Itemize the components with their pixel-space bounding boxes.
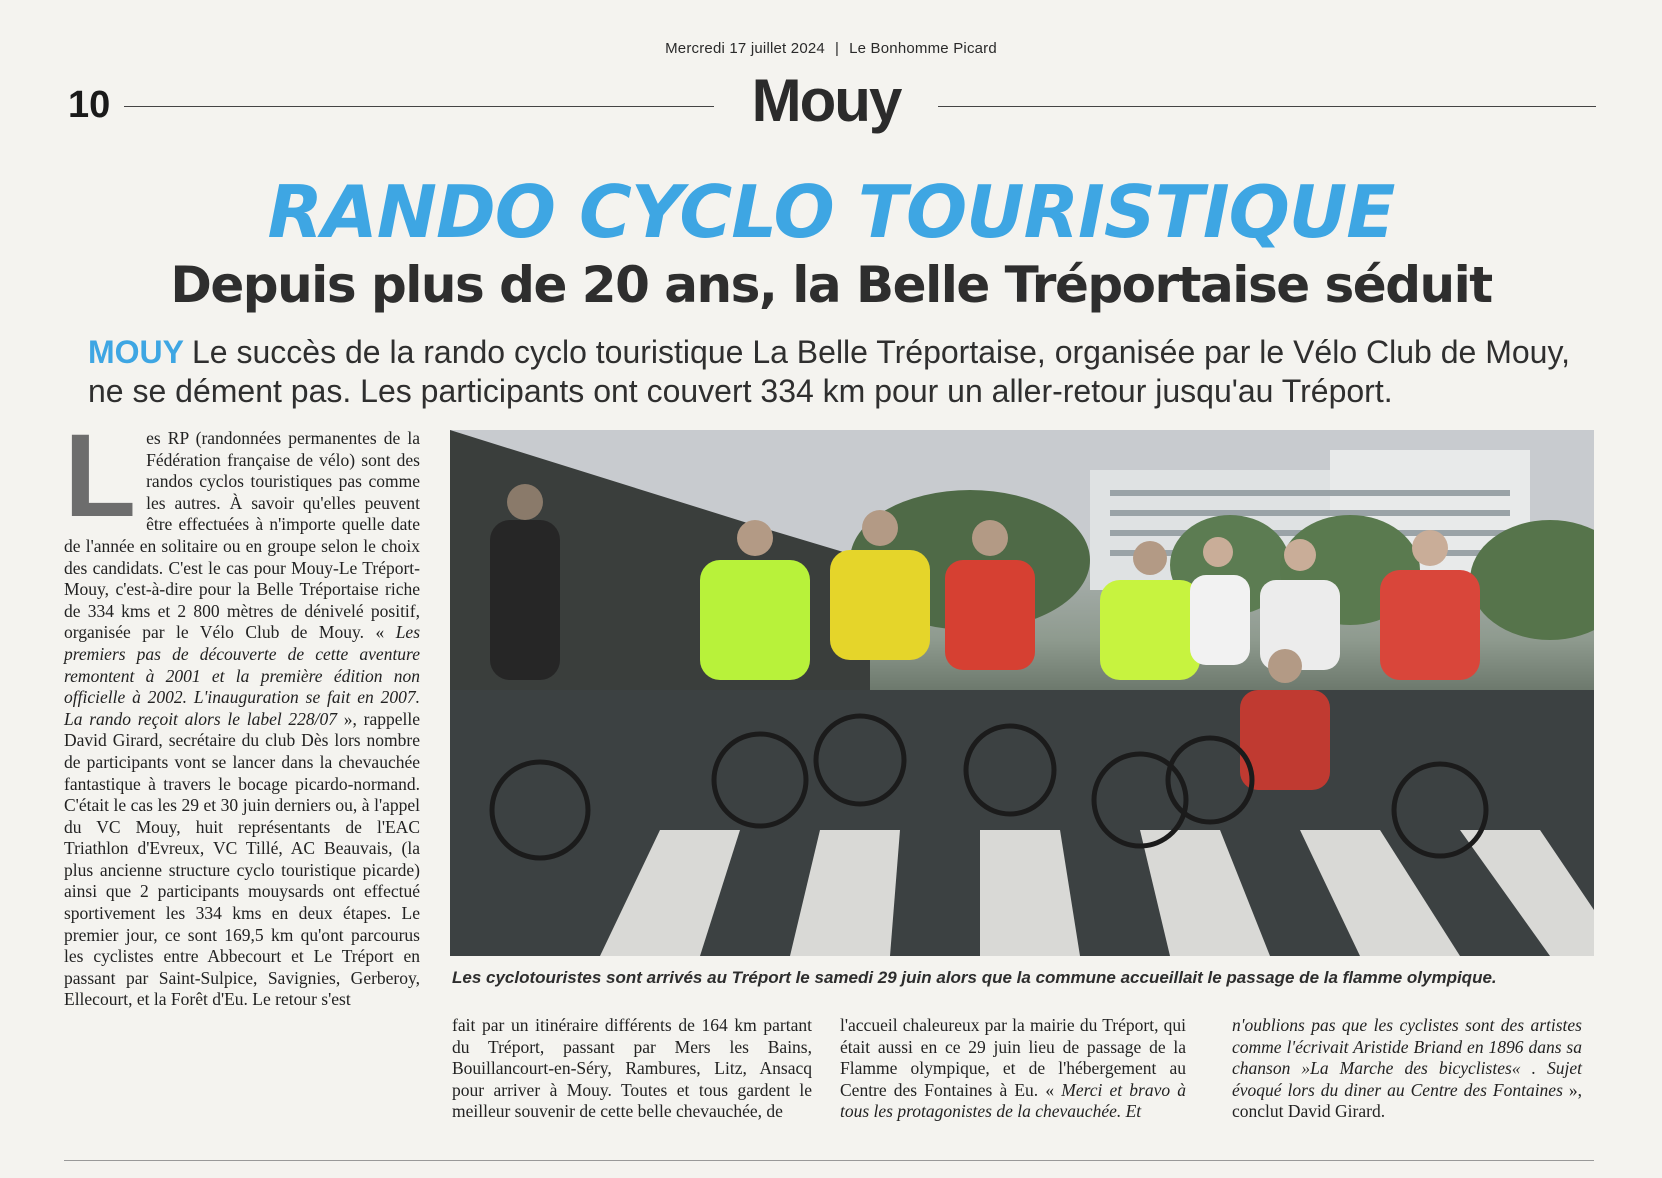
standfirst-place: MOUY — [88, 334, 184, 370]
column-4-text — [1232, 1015, 1582, 1123]
drop-cap: L — [64, 410, 137, 542]
column-3-quote: Merci et bravo à tous les protagonistes de la chevauchée. Et — [840, 1079, 1187, 1122]
article-column-1 — [64, 410, 421, 1011]
article-standfirst — [88, 333, 1598, 411]
section-title: Mouy — [751, 67, 901, 134]
column-1-part-b: », rappelle David Girard, secrétaire du club Dès lors nombre de participants vont se lancer dans la chevauchée fantastique à travers le bocage picardo-normand. C'était le cas les 29 et 30 juin derniers ou, à l'appel du VC Mouy, huit représentants de l'EAC Triathlon d'Evreux, VC Tillé, AC Beauvais, (la plus ancienne structure cyclo touristique picarde) ainsi que 2 participants mouysards ont effectué sportivement les 334 kms en deux étapes. Le premier jour, ce sont 169,5 km qu'ont parcourus les cyclistes entre Abbecourt et Le Tréport en passant par Saint-Sulpice, Savignies, Gerberoy, Ellecourt, et la Forêt d'Eu. Le retour s'est — [64, 708, 421, 1010]
publication-name: Le Bonhomme Picard — [849, 40, 997, 57]
issue-date: Mercredi 17 juillet 2024 — [665, 40, 825, 57]
article-headline: Depuis plus de 20 ans, la Belle Tréportaise séduit — [170, 256, 1492, 314]
header-rule-right — [938, 106, 1596, 107]
article-column-3 — [840, 1015, 1186, 1123]
photo-caption: Les cyclotouristes sont arrivés au Tréport le samedi 29 juin alors que la commune accueillait le passage de la flamme olympique. — [452, 968, 1497, 987]
column-1-part-a: es RP (randonnées permanentes de la Fédération française de vélo) sont des randos cyclos touristiques pas comme les autres. À savoir qu'elles peuvent être effectuées à n'importe quelle date de l'année en solitaire ou en groupe selon le choix des candidats. C'est le cas pour Mouy-Le Tréport-Mouy, c'est-à-dire pour la Belle Tréportaise riche de 334 kms et 2 800 mètres de dénivelé positif, organisée par le Vélo Club de Mouy. « — [64, 428, 420, 643]
column-3-part-a: l'accueil chaleureux par la mairie du Tréport, qui était aussi en ce 29 juin lieu de passage de la Flamme olympique, et de l'hébergement au Centre des Fontaines à Eu. « — [840, 1015, 1186, 1100]
dateline — [0, 40, 1662, 57]
bottom-rule — [64, 1160, 1594, 1161]
column-2-text: fait par un itinéraire différents de 164 km partant du Tréport, passant par Mers les Bains, Bouillancourt-en-Séry, Rambures, Litz, Ansacq pour arriver à Mouy. Toutes et tous gardent le meilleur souvenir de cette belle chevauchée, de — [452, 1015, 812, 1122]
dateline-separator: | — [834, 40, 840, 57]
article-column-4 — [1232, 1015, 1582, 1123]
article-kicker: RANDO CYCLO TOURISTIQUE — [267, 170, 1395, 254]
cyclists-photo-illustration — [450, 430, 1594, 956]
column-4-part-b: », conclut David Girard. — [1232, 1079, 1582, 1122]
article-photo — [450, 430, 1594, 956]
article-column-2 — [452, 1015, 812, 1123]
column-4-quote: n'oublions pas que les cyclistes sont des artistes comme l'écrivait Aristide Briand en 1896 dans sa chanson »La Marche des bicyclistes« . Sujet évoqué lors du diner au Centre des Fontaines — [1232, 1015, 1582, 1100]
column-3-text — [840, 1015, 1186, 1123]
standfirst-text: Le succès de la rando cyclo touristique La Belle Tréportaise, organisée par le Vélo Club de Mouy, ne se dément pas. Les participants ont couvert 334 km pour un aller-retour jusqu'au Tréport. — [88, 334, 1570, 409]
header-rule-left — [124, 106, 714, 107]
page-number: 10 — [68, 84, 111, 126]
column-1-quote: Les premiers pas de découverte de cette aventure remontent à 2001 et la première édition non officielle à 2002. L'inauguration se fait en 2007. La rando reçoit alors le label 228/07 — [64, 622, 421, 729]
